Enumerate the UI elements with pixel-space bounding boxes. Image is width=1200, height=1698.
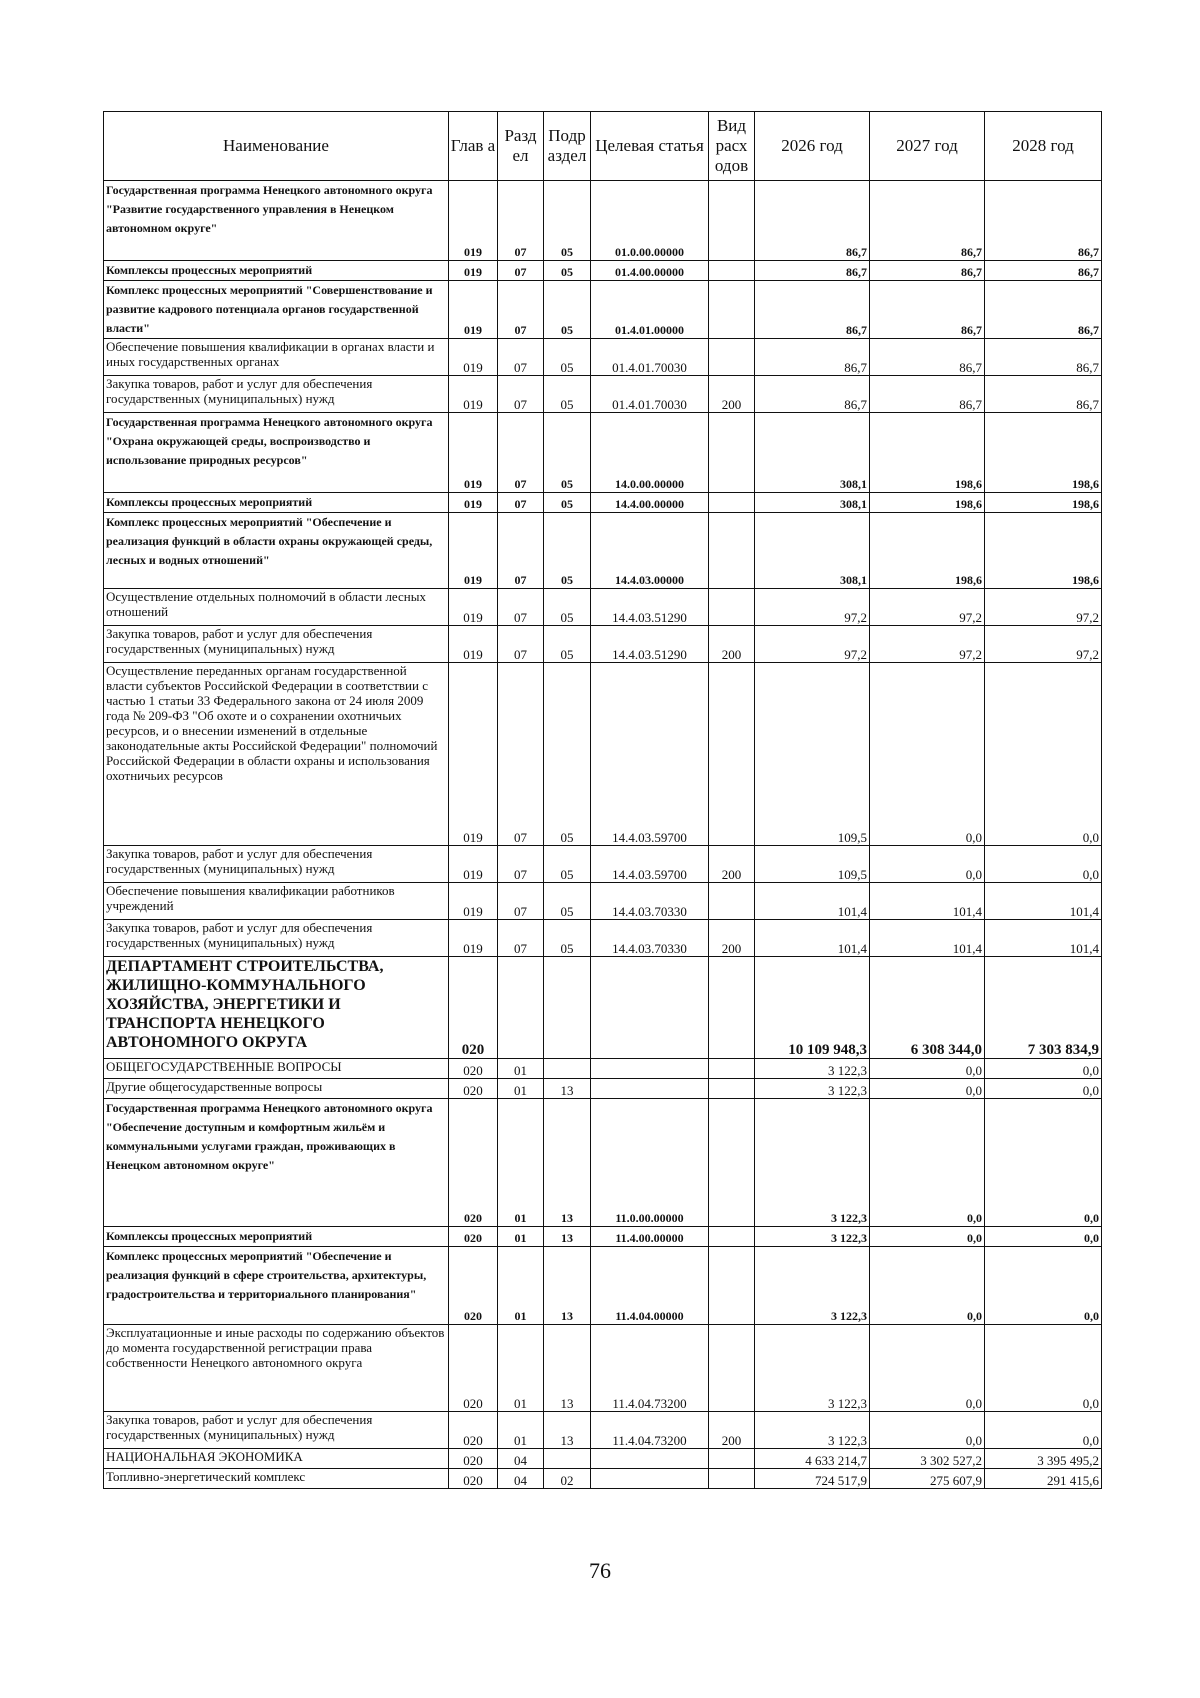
header-2027: 2027 год: [870, 112, 985, 181]
cell-glava: 020: [449, 1325, 498, 1412]
cell-name: Государственная программа Ненецкого автономного округа "Развитие государственного управления в Ненецком автономном округе": [104, 181, 449, 261]
cell-y2026: 3 122,3: [755, 1325, 870, 1412]
cell-glava: 020: [449, 1247, 498, 1325]
cell-razdel: 04: [498, 1449, 544, 1469]
table-row: [104, 513, 1102, 589]
cell-y2026: 3 122,3: [755, 1247, 870, 1325]
cell-vid: [709, 281, 755, 339]
table-row: [104, 663, 1102, 846]
cell-y2028: 97,2: [985, 589, 1102, 626]
table-row: [104, 920, 1102, 957]
cell-podrazdel: 05: [544, 376, 591, 413]
cell-y2028: 198,6: [985, 513, 1102, 589]
cell-glava: 019: [449, 513, 498, 589]
cell-name: Закупка товаров, работ и услуг для обеспечения государственных (муниципальных) нужд: [104, 846, 449, 883]
cell-y2028: 198,6: [985, 413, 1102, 493]
cell-y2028: 0,0: [985, 1325, 1102, 1412]
header-article: Целевая статья: [591, 112, 709, 181]
cell-podrazdel: 02: [544, 1469, 591, 1489]
cell-podrazdel: 13: [544, 1247, 591, 1325]
cell-name: Комплексы процессных мероприятий: [104, 493, 449, 513]
table-row: [104, 493, 1102, 513]
cell-glava: 020: [449, 1449, 498, 1469]
cell-glava: 020: [449, 1059, 498, 1079]
header-row: [104, 112, 1102, 181]
cell-glava: 019: [449, 181, 498, 261]
cell-vid: [709, 663, 755, 846]
cell-y2028: 0,0: [985, 1412, 1102, 1449]
header-2026: 2026 год: [755, 112, 870, 181]
cell-y2027: 101,4: [870, 920, 985, 957]
cell-y2028: 198,6: [985, 493, 1102, 513]
table-row: [104, 261, 1102, 281]
cell-podrazdel: 05: [544, 493, 591, 513]
cell-glava: 019: [449, 281, 498, 339]
cell-article: [591, 957, 709, 1059]
cell-razdel: 01: [498, 1325, 544, 1412]
cell-name: Топливно-энергетический комплекс: [104, 1469, 449, 1489]
cell-vid: [709, 493, 755, 513]
header-razdel: Разд ел: [498, 112, 544, 181]
cell-vid: 200: [709, 626, 755, 663]
cell-razdel: [498, 957, 544, 1059]
header-glava: Глав а: [449, 112, 498, 181]
table-row: [104, 1412, 1102, 1449]
cell-name: Обеспечение повышения квалификации в органах власти и иных государственных органах: [104, 339, 449, 376]
cell-article: 14.4.03.70330: [591, 883, 709, 920]
cell-podrazdel: 13: [544, 1412, 591, 1449]
cell-podrazdel: 05: [544, 920, 591, 957]
cell-glava: 020: [449, 1099, 498, 1227]
cell-podrazdel: 13: [544, 1079, 591, 1099]
cell-vid: 200: [709, 376, 755, 413]
cell-y2026: 724 517,9: [755, 1469, 870, 1489]
cell-y2027: 0,0: [870, 663, 985, 846]
table-row: [104, 413, 1102, 493]
cell-y2027: 198,6: [870, 513, 985, 589]
cell-y2028: 291 415,6: [985, 1469, 1102, 1489]
cell-y2026: 86,7: [755, 181, 870, 261]
cell-article: 01.4.00.00000: [591, 261, 709, 281]
table-row: [104, 589, 1102, 626]
cell-y2028: 86,7: [985, 261, 1102, 281]
cell-y2028: 86,7: [985, 376, 1102, 413]
cell-name: Комплекс процессных мероприятий "Совершенствование и развитие кадрового потенциала органов государственной власти": [104, 281, 449, 339]
cell-vid: 200: [709, 846, 755, 883]
cell-podrazdel: 05: [544, 513, 591, 589]
cell-razdel: 04: [498, 1469, 544, 1489]
cell-name: Другие общегосударственные вопросы: [104, 1079, 449, 1099]
cell-vid: [709, 261, 755, 281]
cell-y2026: 3 122,3: [755, 1412, 870, 1449]
cell-podrazdel: 05: [544, 339, 591, 376]
cell-y2027: 3 302 527,2: [870, 1449, 985, 1469]
cell-y2026: 308,1: [755, 513, 870, 589]
cell-podrazdel: 05: [544, 663, 591, 846]
table-row: [104, 957, 1102, 1059]
cell-razdel: 07: [498, 846, 544, 883]
cell-name: НАЦИОНАЛЬНАЯ ЭКОНОМИКА: [104, 1449, 449, 1469]
cell-y2026: 4 633 214,7: [755, 1449, 870, 1469]
cell-name: ОБЩЕГОСУДАРСТВЕННЫЕ ВОПРОСЫ: [104, 1059, 449, 1079]
cell-razdel: 01: [498, 1059, 544, 1079]
cell-y2027: 101,4: [870, 883, 985, 920]
cell-y2027: 0,0: [870, 1247, 985, 1325]
cell-y2027: 86,7: [870, 281, 985, 339]
cell-article: 14.4.03.59700: [591, 663, 709, 846]
cell-name: Комплексы процессных мероприятий: [104, 261, 449, 281]
cell-podrazdel: 05: [544, 181, 591, 261]
cell-vid: [709, 1325, 755, 1412]
cell-y2026: 97,2: [755, 626, 870, 663]
cell-y2026: 308,1: [755, 413, 870, 493]
cell-razdel: 01: [498, 1079, 544, 1099]
cell-podrazdel: 05: [544, 846, 591, 883]
cell-name: Осуществление отдельных полномочий в области лесных отношений: [104, 589, 449, 626]
cell-y2026: 86,7: [755, 261, 870, 281]
cell-glava: 019: [449, 413, 498, 493]
cell-article: 14.4.03.00000: [591, 513, 709, 589]
cell-vid: [709, 513, 755, 589]
cell-article: 11.4.00.00000: [591, 1227, 709, 1247]
cell-y2027: 97,2: [870, 589, 985, 626]
cell-y2028: 0,0: [985, 846, 1102, 883]
table-row: [104, 1449, 1102, 1469]
cell-podrazdel: 05: [544, 626, 591, 663]
cell-razdel: 07: [498, 663, 544, 846]
cell-vid: [709, 181, 755, 261]
cell-name: Обеспечение повышения квалификации работников учреждений: [104, 883, 449, 920]
cell-glava: 020: [449, 1469, 498, 1489]
cell-vid: [709, 1059, 755, 1079]
cell-article: 01.4.01.70030: [591, 339, 709, 376]
cell-name: Закупка товаров, работ и услуг для обеспечения государственных (муниципальных) нужд: [104, 920, 449, 957]
cell-podrazdel: 05: [544, 413, 591, 493]
cell-podrazdel: [544, 1449, 591, 1469]
cell-name: ДЕПАРТАМЕНТ СТРОИТЕЛЬСТВА, ЖИЛИЩНО-КОММУНАЛЬНОГО ХОЗЯЙСТВА, ЭНЕРГЕТИКИ И ТРАНСПОРТА НЕНЕЦКОГО АВТОНОМНОГО ОКРУГА: [104, 957, 449, 1059]
cell-podrazdel: 05: [544, 281, 591, 339]
header-vid: Вид расх одов: [709, 112, 755, 181]
cell-glava: 019: [449, 663, 498, 846]
cell-y2028: 0,0: [985, 663, 1102, 846]
cell-razdel: 01: [498, 1412, 544, 1449]
cell-glava: 019: [449, 339, 498, 376]
cell-y2026: 3 122,3: [755, 1059, 870, 1079]
table-row: [104, 883, 1102, 920]
cell-y2026: 97,2: [755, 589, 870, 626]
cell-y2027: 0,0: [870, 1325, 985, 1412]
cell-y2028: 3 395 495,2: [985, 1449, 1102, 1469]
cell-razdel: 01: [498, 1247, 544, 1325]
cell-vid: [709, 413, 755, 493]
cell-y2028: 0,0: [985, 1079, 1102, 1099]
cell-y2027: 198,6: [870, 493, 985, 513]
cell-glava: 020: [449, 957, 498, 1059]
cell-razdel: 07: [498, 493, 544, 513]
cell-vid: [709, 957, 755, 1059]
cell-y2027: 0,0: [870, 846, 985, 883]
cell-y2026: 3 122,3: [755, 1099, 870, 1227]
table-row: [104, 626, 1102, 663]
cell-y2027: 97,2: [870, 626, 985, 663]
header-name: Наименование: [104, 112, 449, 181]
cell-y2028: 97,2: [985, 626, 1102, 663]
cell-name: Эксплуатационные и иные расходы по содержанию объектов до момента государственной регистрации права собственности Ненецкого автономного округа: [104, 1325, 449, 1412]
cell-y2028: 86,7: [985, 181, 1102, 261]
cell-y2026: 10 109 948,3: [755, 957, 870, 1059]
cell-y2028: 101,4: [985, 883, 1102, 920]
table-row: [104, 1247, 1102, 1325]
table-row: [104, 1079, 1102, 1099]
cell-vid: [709, 883, 755, 920]
cell-y2026: 3 122,3: [755, 1227, 870, 1247]
cell-article: 01.4.01.00000: [591, 281, 709, 339]
cell-vid: [709, 1099, 755, 1227]
cell-article: 11.4.04.73200: [591, 1412, 709, 1449]
cell-y2027: 86,7: [870, 339, 985, 376]
cell-y2027: 0,0: [870, 1099, 985, 1227]
table-row: [104, 846, 1102, 883]
cell-y2027: 86,7: [870, 376, 985, 413]
cell-razdel: 07: [498, 281, 544, 339]
cell-article: 14.0.00.00000: [591, 413, 709, 493]
table-row: [104, 1469, 1102, 1489]
cell-y2028: 101,4: [985, 920, 1102, 957]
cell-article: 01.0.00.00000: [591, 181, 709, 261]
cell-razdel: 01: [498, 1227, 544, 1247]
cell-y2027: 6 308 344,0: [870, 957, 985, 1059]
cell-glava: 019: [449, 626, 498, 663]
cell-vid: [709, 1247, 755, 1325]
page-number: 76: [589, 1558, 611, 1583]
cell-razdel: 07: [498, 339, 544, 376]
cell-name: Комплексы процессных мероприятий: [104, 1227, 449, 1247]
cell-vid: [709, 589, 755, 626]
cell-article: 11.4.04.00000: [591, 1247, 709, 1325]
cell-y2026: 109,5: [755, 663, 870, 846]
cell-y2027: 86,7: [870, 261, 985, 281]
cell-podrazdel: 13: [544, 1099, 591, 1227]
cell-y2027: 275 607,9: [870, 1469, 985, 1489]
cell-razdel: 07: [498, 513, 544, 589]
cell-glava: 020: [449, 1412, 498, 1449]
table-row: [104, 339, 1102, 376]
table-row: [104, 376, 1102, 413]
cell-article: [591, 1059, 709, 1079]
cell-glava: 020: [449, 1079, 498, 1099]
cell-y2027: 86,7: [870, 181, 985, 261]
cell-y2026: 101,4: [755, 883, 870, 920]
cell-y2028: 86,7: [985, 281, 1102, 339]
cell-article: [591, 1469, 709, 1489]
cell-podrazdel: 13: [544, 1227, 591, 1247]
cell-vid: 200: [709, 920, 755, 957]
cell-razdel: 07: [498, 883, 544, 920]
cell-y2026: 308,1: [755, 493, 870, 513]
cell-y2027: 0,0: [870, 1059, 985, 1079]
cell-glava: 019: [449, 846, 498, 883]
cell-podrazdel: [544, 1059, 591, 1079]
cell-razdel: 07: [498, 376, 544, 413]
cell-y2028: 0,0: [985, 1227, 1102, 1247]
cell-y2027: 0,0: [870, 1079, 985, 1099]
cell-y2028: 0,0: [985, 1099, 1102, 1227]
cell-name: Комплекс процессных мероприятий "Обеспечение и реализация функций в сфере строительства, архитектуры, градостроительства и территориального планирования": [104, 1247, 449, 1325]
cell-article: 01.4.01.70030: [591, 376, 709, 413]
cell-y2028: 0,0: [985, 1247, 1102, 1325]
table-row: [104, 1325, 1102, 1412]
cell-razdel: 07: [498, 626, 544, 663]
cell-y2026: 86,7: [755, 281, 870, 339]
cell-glava: 019: [449, 920, 498, 957]
cell-razdel: 07: [498, 413, 544, 493]
cell-name: Закупка товаров, работ и услуг для обеспечения государственных (муниципальных) нужд: [104, 376, 449, 413]
cell-article: [591, 1449, 709, 1469]
cell-podrazdel: 13: [544, 1325, 591, 1412]
cell-podrazdel: [544, 957, 591, 1059]
cell-article: 14.4.03.51290: [591, 589, 709, 626]
header-podrazdel: Подр аздел: [544, 112, 591, 181]
cell-y2027: 198,6: [870, 413, 985, 493]
table-row: [104, 1099, 1102, 1227]
cell-article: 14.4.03.70330: [591, 920, 709, 957]
cell-podrazdel: 05: [544, 589, 591, 626]
cell-vid: [709, 1079, 755, 1099]
cell-y2026: 101,4: [755, 920, 870, 957]
cell-y2028: 86,7: [985, 339, 1102, 376]
cell-y2026: 86,7: [755, 376, 870, 413]
table-row: [104, 181, 1102, 261]
cell-glava: 019: [449, 883, 498, 920]
cell-article: 14.4.00.00000: [591, 493, 709, 513]
table-row: [104, 281, 1102, 339]
cell-y2028: 7 303 834,9: [985, 957, 1102, 1059]
cell-y2026: 3 122,3: [755, 1079, 870, 1099]
cell-vid: [709, 1227, 755, 1247]
cell-name: Государственная программа Ненецкого автономного округа "Обеспечение доступным и комфортным жильём и коммунальными услугами граждан, проживающих в Ненецком автономном округе": [104, 1099, 449, 1227]
cell-y2028: 0,0: [985, 1059, 1102, 1079]
header-2028: 2028 год: [985, 112, 1102, 181]
cell-razdel: 01: [498, 1099, 544, 1227]
cell-glava: 019: [449, 493, 498, 513]
cell-y2026: 109,5: [755, 846, 870, 883]
cell-podrazdel: 05: [544, 883, 591, 920]
cell-razdel: 07: [498, 181, 544, 261]
cell-vid: [709, 1469, 755, 1489]
cell-article: [591, 1079, 709, 1099]
cell-name: Закупка товаров, работ и услуг для обеспечения государственных (муниципальных) нужд: [104, 626, 449, 663]
cell-article: 11.4.04.73200: [591, 1325, 709, 1412]
cell-name: Государственная программа Ненецкого автономного округа "Охрана окружающей среды, воспроизводство и использование природных ресурсов": [104, 413, 449, 493]
cell-y2026: 86,7: [755, 339, 870, 376]
cell-article: 14.4.03.51290: [591, 626, 709, 663]
cell-name: Осуществление переданных органам государственной власти субъектов Российской Федерации в соответствии с частью 1 статьи 33 Федерального закона от 24 июля 2009 года № 209-ФЗ "Об охоте и о сохранении охотничьих ресурсов, и о внесении изменений в отдельные законодательные акты Российской Федерации" полномочий Российской Федерации в области охраны и использования охотничьих ресурсов: [104, 663, 449, 846]
cell-vid: 200: [709, 1412, 755, 1449]
cell-glava: 020: [449, 1227, 498, 1247]
cell-vid: [709, 339, 755, 376]
budget-table: [103, 111, 1102, 1489]
cell-glava: 019: [449, 589, 498, 626]
table-row: [104, 1227, 1102, 1247]
cell-article: 11.0.00.00000: [591, 1099, 709, 1227]
cell-razdel: 07: [498, 589, 544, 626]
cell-razdel: 07: [498, 920, 544, 957]
cell-y2027: 0,0: [870, 1227, 985, 1247]
cell-glava: 019: [449, 376, 498, 413]
cell-y2027: 0,0: [870, 1412, 985, 1449]
table-row: [104, 1059, 1102, 1079]
cell-vid: [709, 1449, 755, 1469]
cell-name: Комплекс процессных мероприятий "Обеспечение и реализация функций в области охраны окружающей среды, лесных и водных отношений": [104, 513, 449, 589]
cell-article: 14.4.03.59700: [591, 846, 709, 883]
cell-name: Закупка товаров, работ и услуг для обеспечения государственных (муниципальных) нужд: [104, 1412, 449, 1449]
cell-glava: 019: [449, 261, 498, 281]
cell-podrazdel: 05: [544, 261, 591, 281]
cell-razdel: 07: [498, 261, 544, 281]
